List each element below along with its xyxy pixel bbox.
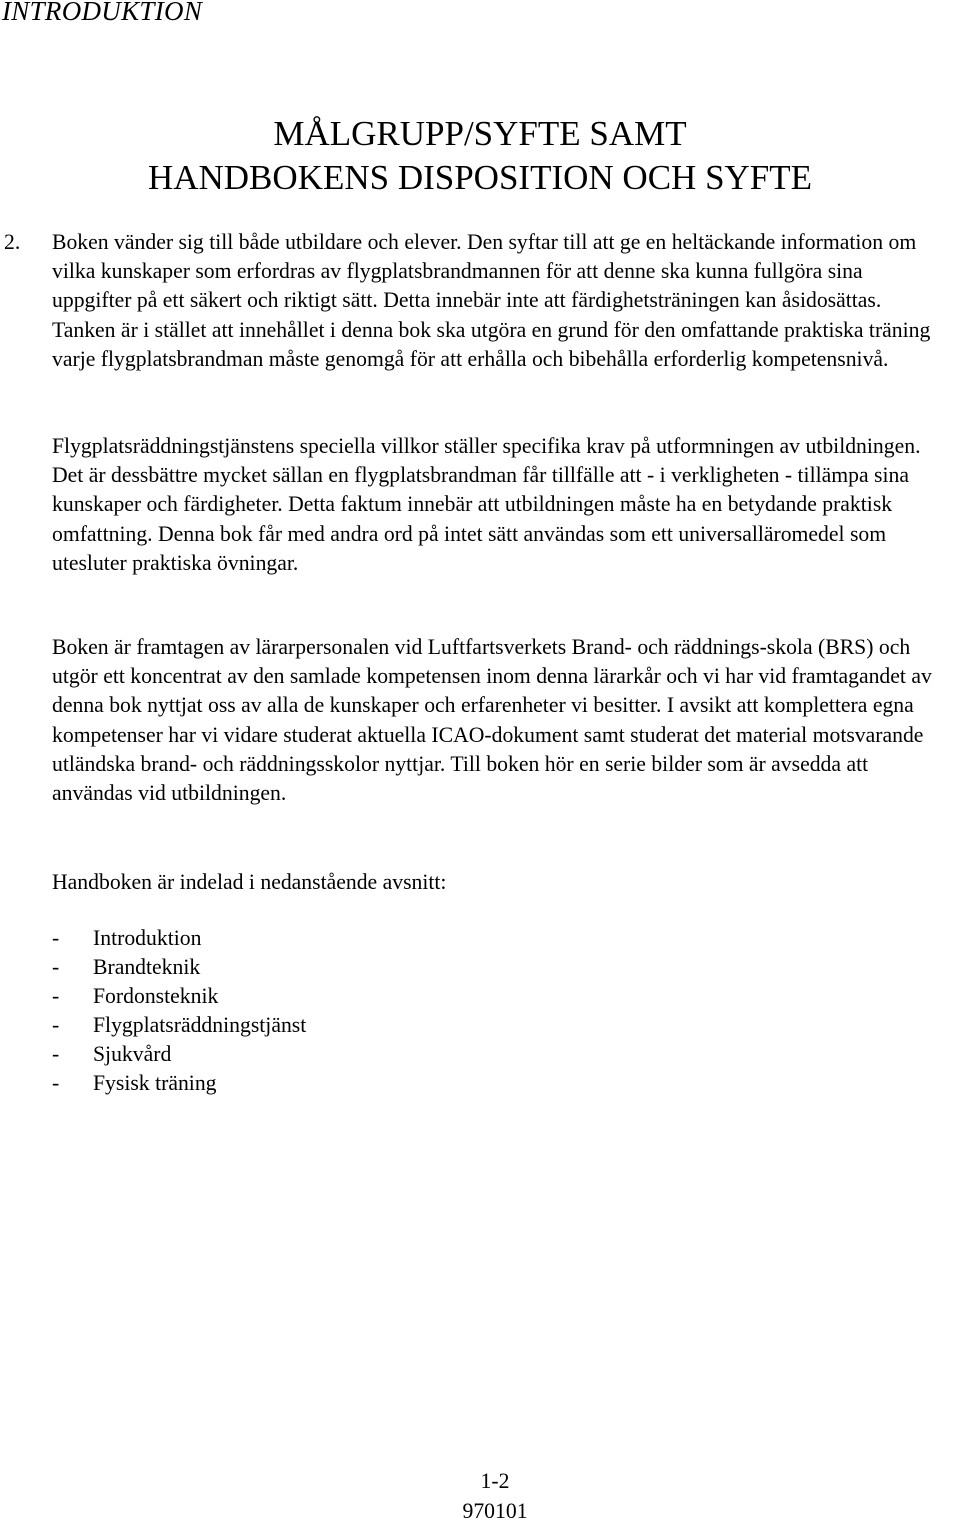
list-item-label: Introduktion [93, 926, 202, 950]
paragraph-authors: Boken är framtagen av lärarpersonalen vid Luftfartsverkets Brand- och räddnings-skola (BRS) och utgör ett koncentrat av den samlade kompetensen inom denna lärarkår och vi har vid framtagandet av denna bok nyttjat oss av alla de kunskaper och erfarenheter vi besitter. I avsikt att komplettera egna kompetenser har vi vidare studerat aktuella ICAO-dokument samt studerat det material motsvarande utländska brand- och räddningsskolor nyttjar. Till boken hör en serie bilder som är avsedda att användas vid utbildningen. [52, 635, 932, 806]
list-item [52, 1069, 306, 1098]
list-dash: - [52, 926, 60, 950]
page-number: 1-2 [480, 1469, 510, 1493]
list-item-label: Flygplatsräddningstjänst [93, 1013, 307, 1037]
list-dash: - [52, 1042, 60, 1066]
section-header: INTRODUKTION [2, 0, 203, 26]
list-item [52, 924, 306, 953]
list-dash: - [52, 955, 60, 979]
revision-date: 970101 [462, 1499, 528, 1523]
list-item-label: Fordonsteknik [93, 984, 219, 1008]
paragraph-training-conditions: Flygplatsräddningstjänstens speciella villkor ställer specifika krav på utformningen av utbildningen. Det är dessbättre mycket sällan en flygplatsbrandman får tillfälle att - i verkligheten - tillämpa sina kunskaper och färdigheter. Detta faktum innebär att utbildningen måste ha en betydande praktisk omfattning. Denna bok får med andra ord på intet sätt användas som ett universalläromedel som utesluter praktiska övningar. [52, 434, 921, 575]
list-item [52, 1011, 306, 1040]
list-dash: - [52, 1071, 60, 1095]
list-item [52, 982, 306, 1011]
page-title-line-2: HANDBOKENS DISPOSITION OCH SYFTE [147, 158, 813, 197]
list-item-label: Brandteknik [93, 955, 201, 979]
page-title-line-1: MÅLGRUPP/SYFTE SAMT [273, 114, 687, 153]
list-dash: - [52, 1013, 60, 1037]
list-dash: - [52, 984, 60, 1008]
footer-page-number [0, 1467, 960, 1496]
list-item-label: Sjukvård [93, 1042, 172, 1066]
footer-date [0, 1497, 960, 1526]
paragraph-number: 2. [4, 230, 21, 254]
sections-list [52, 924, 306, 1098]
list-item [52, 1040, 306, 1069]
list-item [52, 953, 306, 982]
list-item-label: Fysisk träning [93, 1071, 217, 1095]
paragraph-sections-intro: Handboken är indelad i nedanstående avsnitt: [52, 870, 447, 894]
paragraph-audience: Boken vänder sig till både utbildare och elever. Den syftar till att ge en heltäckande information om vilka kunskaper som erfordras av flygplatsbrandmannen för att denne ska kunna fullgöra sina uppgifter på ett säkert och riktigt sätt. Detta innebär inte att färdighetsträningen kan åsidosättas. Tanken är i stället att innehållet i denna bok ska utgöra en grund för den omfattande praktiska träning varje flygplatsbrandman måste genomgå för att erhålla och bibehålla erforderlig kompetensnivå. [52, 230, 931, 371]
